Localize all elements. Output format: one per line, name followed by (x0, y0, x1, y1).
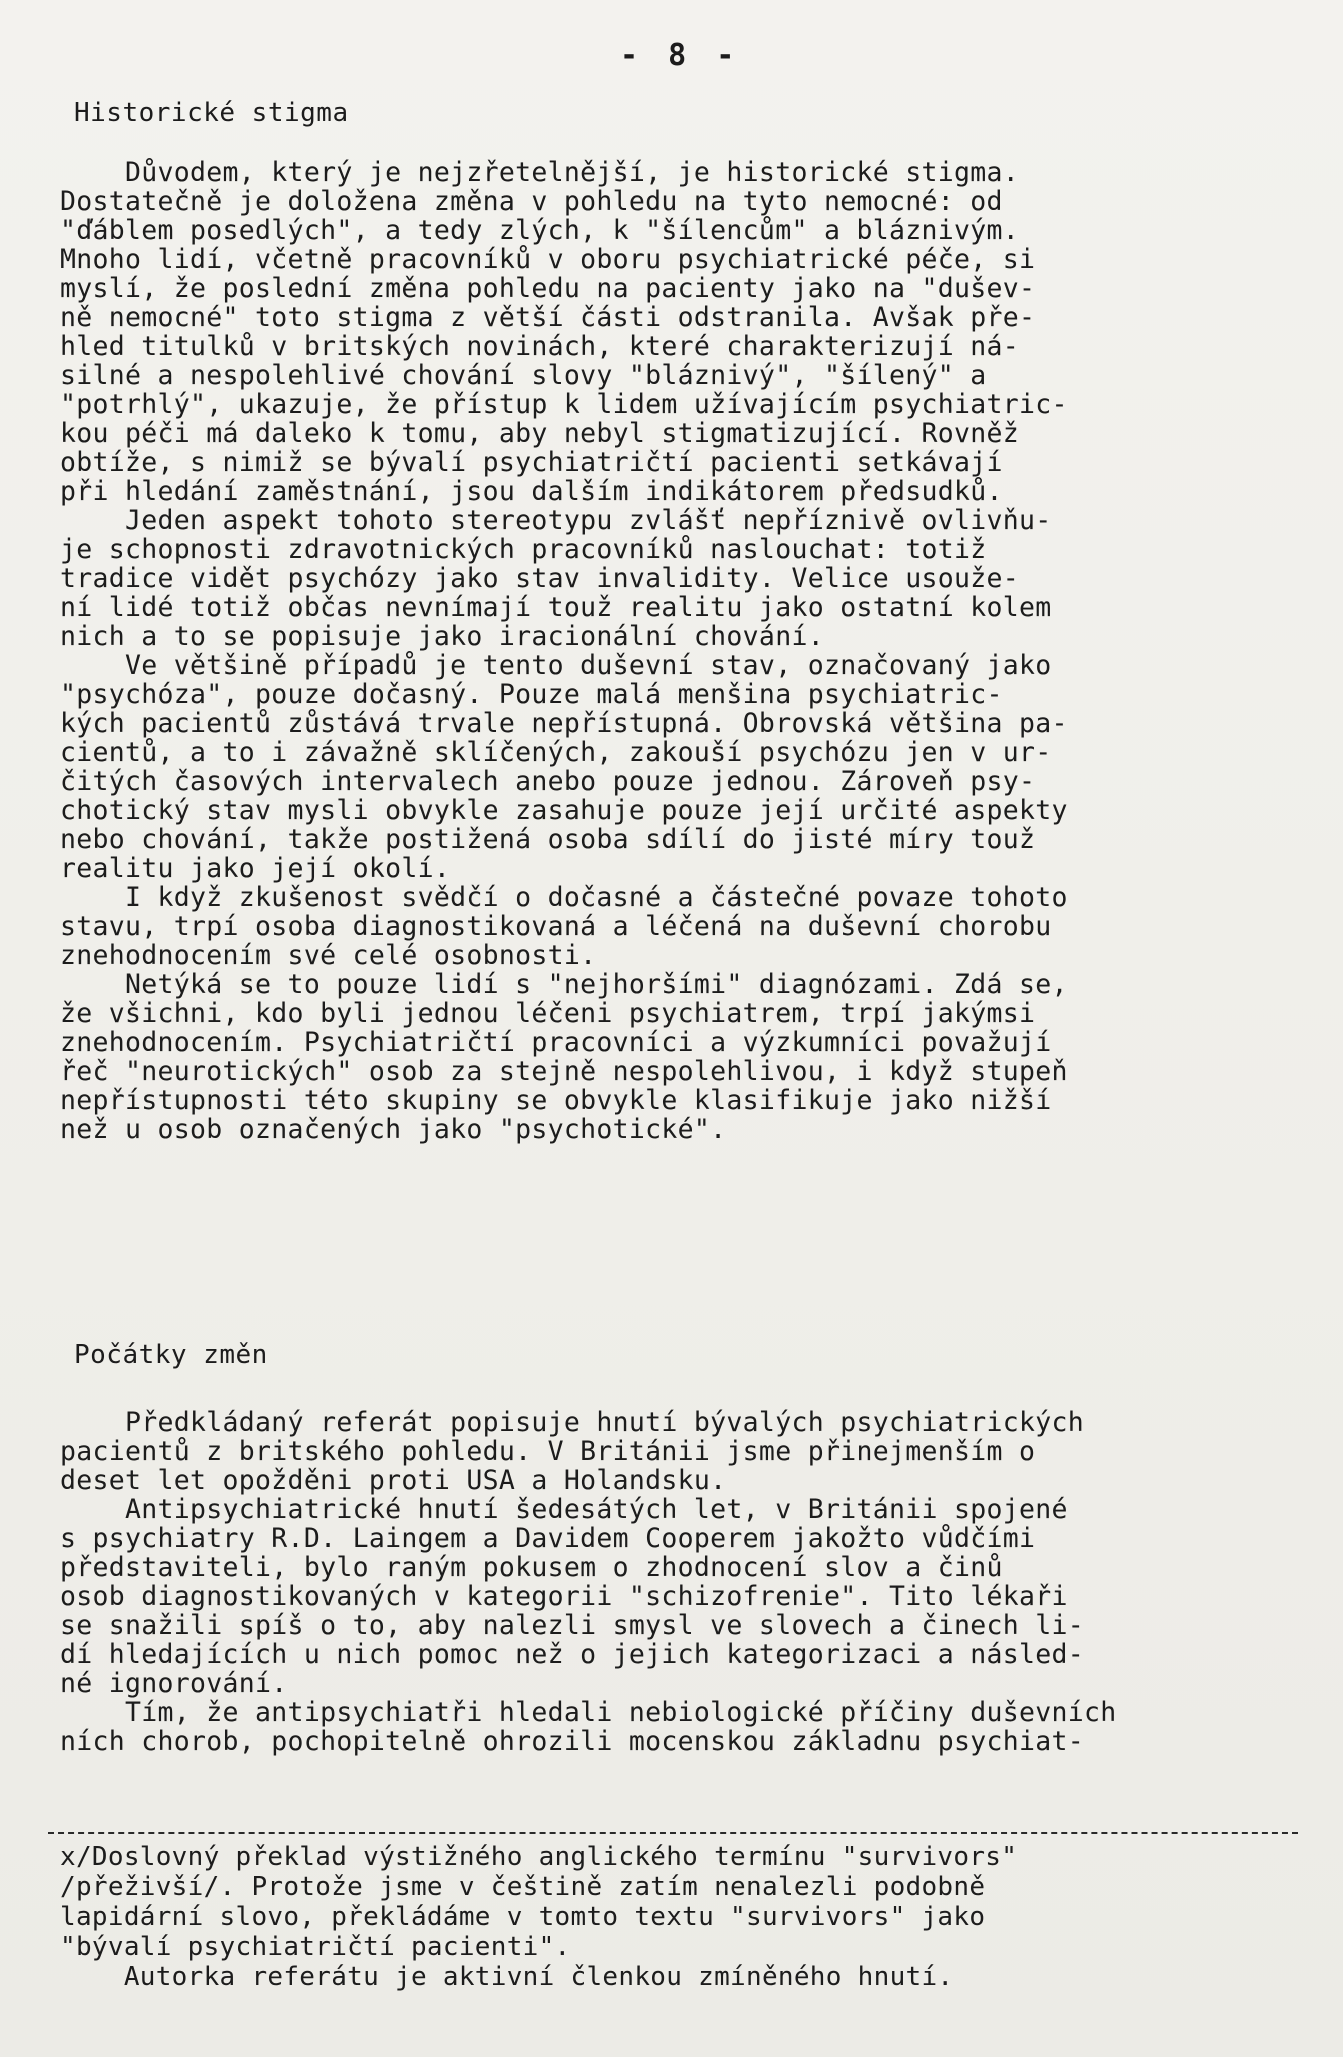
body-line: stavu, trpí osoba diagnostikovaná a léčená na duševní chorobu (60, 911, 1052, 942)
section-body-pocatky-zmen (60, 1408, 1300, 1756)
body-line: představiteli, bylo raným pokusem o zhodnocení slov a činů (60, 1552, 1003, 1583)
section-body-historicke-stigma (60, 158, 1300, 1144)
body-line: nepřístupnosti této skupiny se obvykle klasifikuje jako nižší (60, 1085, 1052, 1116)
body-line: silné a nespolehlivé chování slovy "bláznivý", "šílený" a (60, 360, 987, 391)
body-line: Jeden aspekt tohoto stereotypu zvlášť nepříznivě ovlivňu- (60, 505, 1052, 536)
body-line: realitu jako její okolí. (60, 853, 451, 884)
body-line: Předkládaný referát popisuje hnutí bývalých psychiatrických (60, 1407, 1085, 1438)
body-line: hled titulků v britských novinách, které charakterizují ná- (60, 331, 1020, 362)
body-line: znehodnocením. Psychiatričtí pracovníci a výzkumníci považují (60, 1027, 1052, 1058)
body-line: ní lidé totiž občas nevnímají touž realitu jako ostatní kolem (60, 592, 1052, 623)
body-line: se snažili spíš o to, aby nalezli smysl ve slovech a činech li- (60, 1610, 1085, 1641)
body-line: ních chorob, pochopitelně ohrozili mocenskou základnu psychiat- (60, 1726, 1085, 1757)
footnote (60, 1842, 1300, 1992)
body-line: pacientů z britského pohledu. V Británii jsme přinejmenším o (60, 1436, 1036, 1467)
body-line: osob diagnostikovaných v kategorii "schizofrenie". Tito lékaři (60, 1581, 1068, 1612)
body-line: že všichni, kdo byli jednou léčeni psychiatrem, trpí jakýmsi (60, 998, 1036, 1029)
body-line: kou péči má daleko k tomu, aby nebyl stigmatizující. Rovněž (60, 418, 1020, 449)
body-line: Důvodem, který je nejzřetelnější, je historické stigma. (60, 157, 1020, 188)
body-line: nich a to se popisuje jako iracionální chování. (60, 621, 824, 652)
page-number: - 8 - (620, 38, 741, 73)
body-line: Dostatečně je doložena změna v pohledu na tyto nemocné: od (60, 186, 1003, 217)
body-line: tradice vidět psychózy jako stav invalidity. Velice usouže- (60, 563, 1020, 594)
body-line: Tím, že antipsychiatři hledali nebiologické příčiny duševních (60, 1697, 1117, 1728)
body-line: "potrhlý", ukazuje, že přístup k lidem užívajícím psychiatric- (60, 389, 1068, 420)
body-line: Netýká se to pouze lidí s "nejhoršími" diagnózami. Zdá se, (60, 969, 1068, 1000)
body-line: Antipsychiatrické hnutí šedesátých let, v Británii spojené (60, 1494, 1068, 1525)
body-line: je schopnosti zdravotnických pracovníků naslouchat: totiž (60, 534, 987, 565)
body-line: ně nemocné" toto stigma z větší části odstranila. Avšak pře- (60, 302, 1036, 333)
section-heading-historicke-stigma: Historické stigma (74, 98, 349, 128)
body-line: dí hledajících u nich pomoc než o jejich kategorizaci a násled- (60, 1639, 1085, 1670)
body-line: myslí, že poslední změna pohledu na pacienty jako na "dušev- (60, 273, 1036, 304)
footnote-line: x/Doslovný překlad výstižného anglického termínu "survivors" (60, 1842, 1018, 1872)
body-line: nebo chování, takže postižená osoba sdílí do jisté míry touž (60, 824, 1036, 855)
body-line: řeč "neurotických" osob za stejně nespolehlivou, i když stupeň (60, 1056, 1068, 1087)
body-line: kých pacientů zůstává trvale nepřístupná. Obrovská většina pa- (60, 708, 1068, 739)
body-line: "ďáblem posedlých", a tedy zlých, k "šílencům" a bláznivým. (60, 215, 1020, 246)
footnote-separator (48, 1832, 1298, 1834)
body-line: "psychóza", pouze dočasný. Pouze malá menšina psychiatric- (60, 679, 1003, 710)
body-line: I když zkušenost svědčí o dočasné a částečné povaze tohoto (60, 882, 1068, 913)
body-line: né ignorování. (60, 1668, 288, 1699)
body-line: Mnoho lidí, včetně pracovníků v oboru psychiatrické péče, si (60, 244, 1036, 275)
body-line: při hledání zaměstnání, jsou dalším indikátorem předsudků. (60, 476, 1003, 507)
footnote-line: /přeživší/. Protože jsme v češtině zatím nenalezli podobně (60, 1872, 986, 1902)
body-line: znehodnocením své celé osobnosti. (60, 940, 597, 971)
body-line: čitých časových intervalech anebo pouze jednou. Zároveň psy- (60, 766, 1036, 797)
section-heading-pocatky-zmen: Počátky změn (74, 1340, 268, 1370)
footnote-line: "bývalí psychiatričtí pacienti". (60, 1932, 571, 1962)
body-line: deset let opožděni proti USA a Holandsku. (60, 1465, 727, 1496)
footnote-line: Autorka referátu je aktivní členkou zmíněného hnutí. (60, 1962, 954, 1992)
body-line: než u osob označených jako "psychotické". (60, 1114, 727, 1145)
footnote-line: lapidární slovo, překládáme v tomto textu "survivors" jako (60, 1902, 986, 1932)
body-line: Ve většině případů je tento duševní stav, označovaný jako (60, 650, 1052, 681)
body-line: obtíže, s nimiž se bývalí psychiatričtí pacienti setkávají (60, 447, 1003, 478)
body-line: cientů, a to i závažně sklíčených, zakouší psychózu jen v ur- (60, 737, 1052, 768)
body-line: s psychiatry R.D. Laingem a Davidem Cooperem jakožto vůdčími (60, 1523, 1036, 1554)
body-line: chotický stav mysli obvykle zasahuje pouze její určité aspekty (60, 795, 1068, 826)
